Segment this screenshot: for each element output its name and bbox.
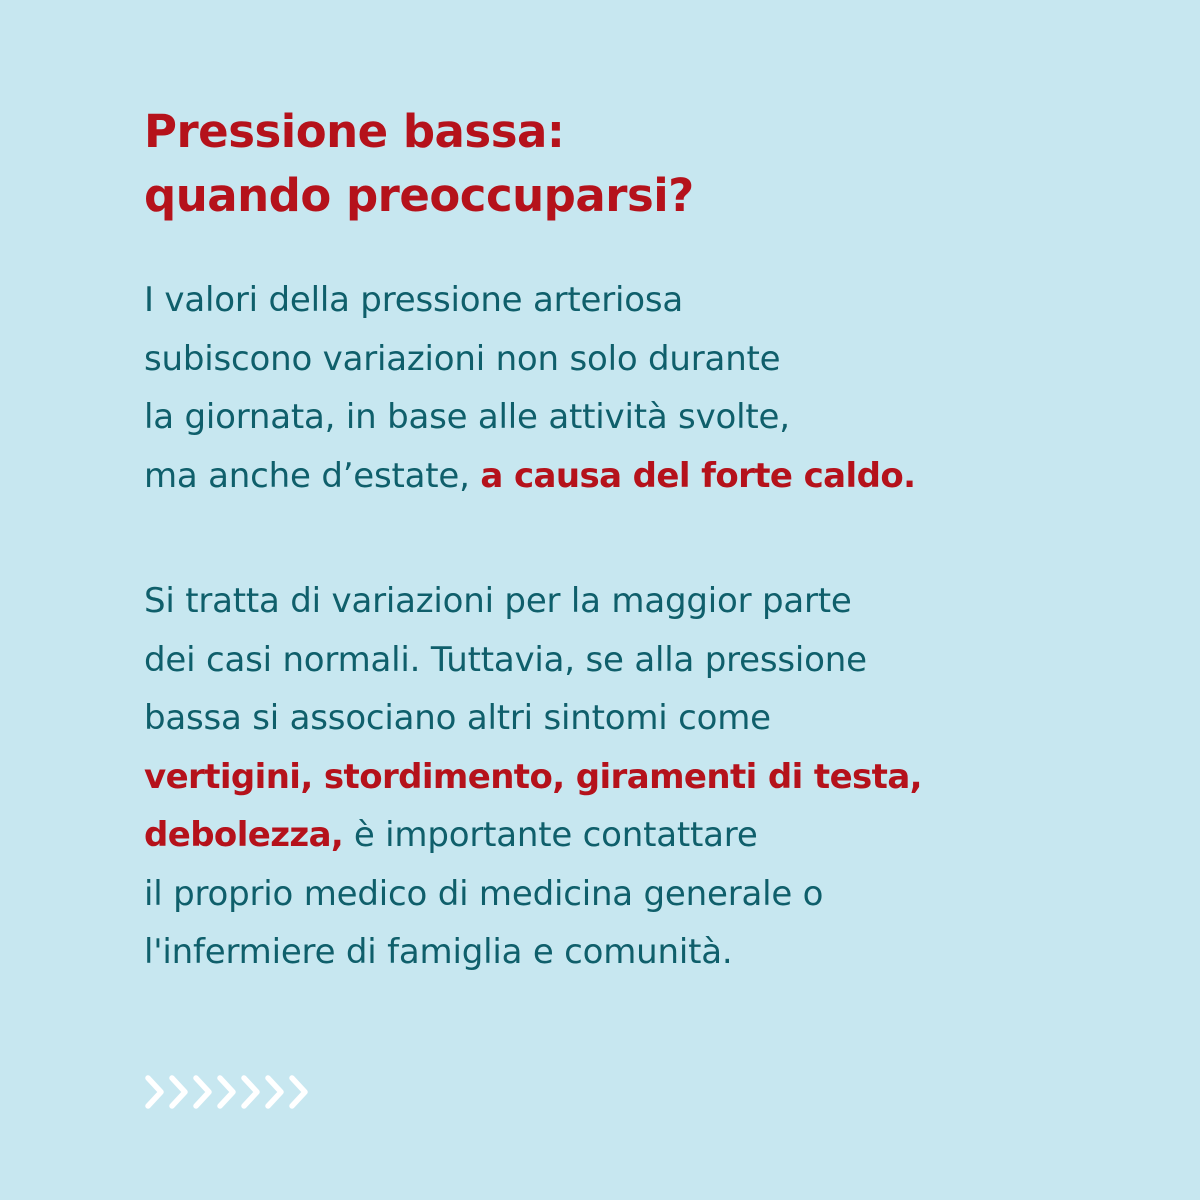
- symptoms-line-5: [144, 806, 1104, 865]
- intro-line-4: [144, 447, 1104, 506]
- symptoms-line-1: Si tratta di variazioni per la maggior parte: [144, 581, 852, 621]
- weakness-highlight: debolezza,: [144, 815, 344, 855]
- chevron-right-icon: [292, 1078, 305, 1106]
- symptoms-line-2: dei casi normali. Tuttavia, se alla pressione: [144, 639, 867, 680]
- chevron-right-icon: [220, 1078, 233, 1106]
- intro-line-4-text: ma anche d’estate,: [144, 455, 481, 496]
- symptoms-line-7: l'infermiere di famiglia e comunità.: [144, 932, 733, 972]
- symptoms-highlight-list: vertigini, stordimento, giramenti di testa,: [144, 756, 922, 797]
- intro-line-2: subiscono variazioni non solo durante: [144, 338, 781, 379]
- chevron-right-icon: [268, 1078, 281, 1106]
- symptoms-line-5-text: è importante contattare: [343, 815, 758, 855]
- heat-cause-highlight: a causa del forte caldo.: [480, 455, 916, 496]
- chevrons-right-icon[interactable]: [145, 1073, 310, 1111]
- page-title: [144, 100, 1044, 228]
- symptoms-paragraph: [144, 572, 1104, 982]
- title-line-2: quando preoccuparsi?: [144, 169, 694, 222]
- symptoms-line-3: bassa si associano altri sintomi come: [144, 698, 771, 738]
- chevron-right-icon: [244, 1078, 257, 1106]
- title-line-1: Pressione bassa:: [144, 105, 565, 158]
- symptoms-line-6: il proprio medico di medicina generale o: [144, 873, 824, 914]
- intro-paragraph: [144, 271, 1104, 505]
- chevron-right-icon: [196, 1078, 209, 1106]
- chevron-right-icon: [148, 1078, 161, 1106]
- chevron-right-icon: [172, 1078, 185, 1106]
- intro-line-3: la giornata, in base alle attività svolte,: [144, 397, 790, 437]
- intro-line-1: I valori della pressione arteriosa: [144, 280, 684, 320]
